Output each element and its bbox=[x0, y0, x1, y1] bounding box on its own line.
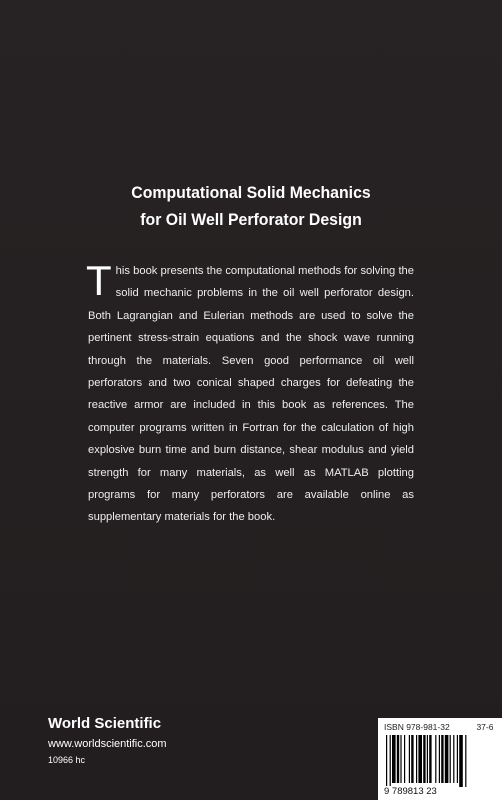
publisher-code: 10966 hc bbox=[48, 755, 86, 765]
publisher-logo: World Scientific bbox=[48, 715, 162, 732]
book-title bbox=[10, 180, 492, 234]
barcode-bars-icon bbox=[386, 735, 496, 787]
book-description bbox=[86, 257, 414, 529]
isbn-tail: 37-6 bbox=[476, 722, 494, 732]
publisher-block bbox=[48, 715, 268, 766]
barcode-number: 9 789813 23 bbox=[384, 786, 437, 797]
isbn-label: ISBN 978-981-32 bbox=[384, 722, 450, 732]
publisher-url: www.worldscientific.com bbox=[48, 738, 167, 750]
drop-cap: T bbox=[86, 257, 112, 304]
book-title-line-1: Computational Solid Mechanics bbox=[131, 184, 371, 202]
isbn-text bbox=[384, 722, 493, 732]
book-description-text: his book presents the computational methods for solving the solid mechanic problems in the oil well perforator design. Both Lagrangian and Eulerian methods are used to solve the pertinent stress-strain equations and the shock wave running through the materials. Seven good performance oil well perforators and two conical shaped charges for defeating the reactive armor are included in this book as references. The computer programs written in Fortran for the calculation of high explosive burn time and burn distance, shear modulus and yield strength for many materials, as well as MATLAB plotting programs for many perforators are available online as supplementary materials for the book. bbox=[88, 265, 414, 524]
book-title-line-2: for Oil Well Perforator Design bbox=[140, 211, 362, 229]
isbn-barcode bbox=[378, 718, 502, 800]
